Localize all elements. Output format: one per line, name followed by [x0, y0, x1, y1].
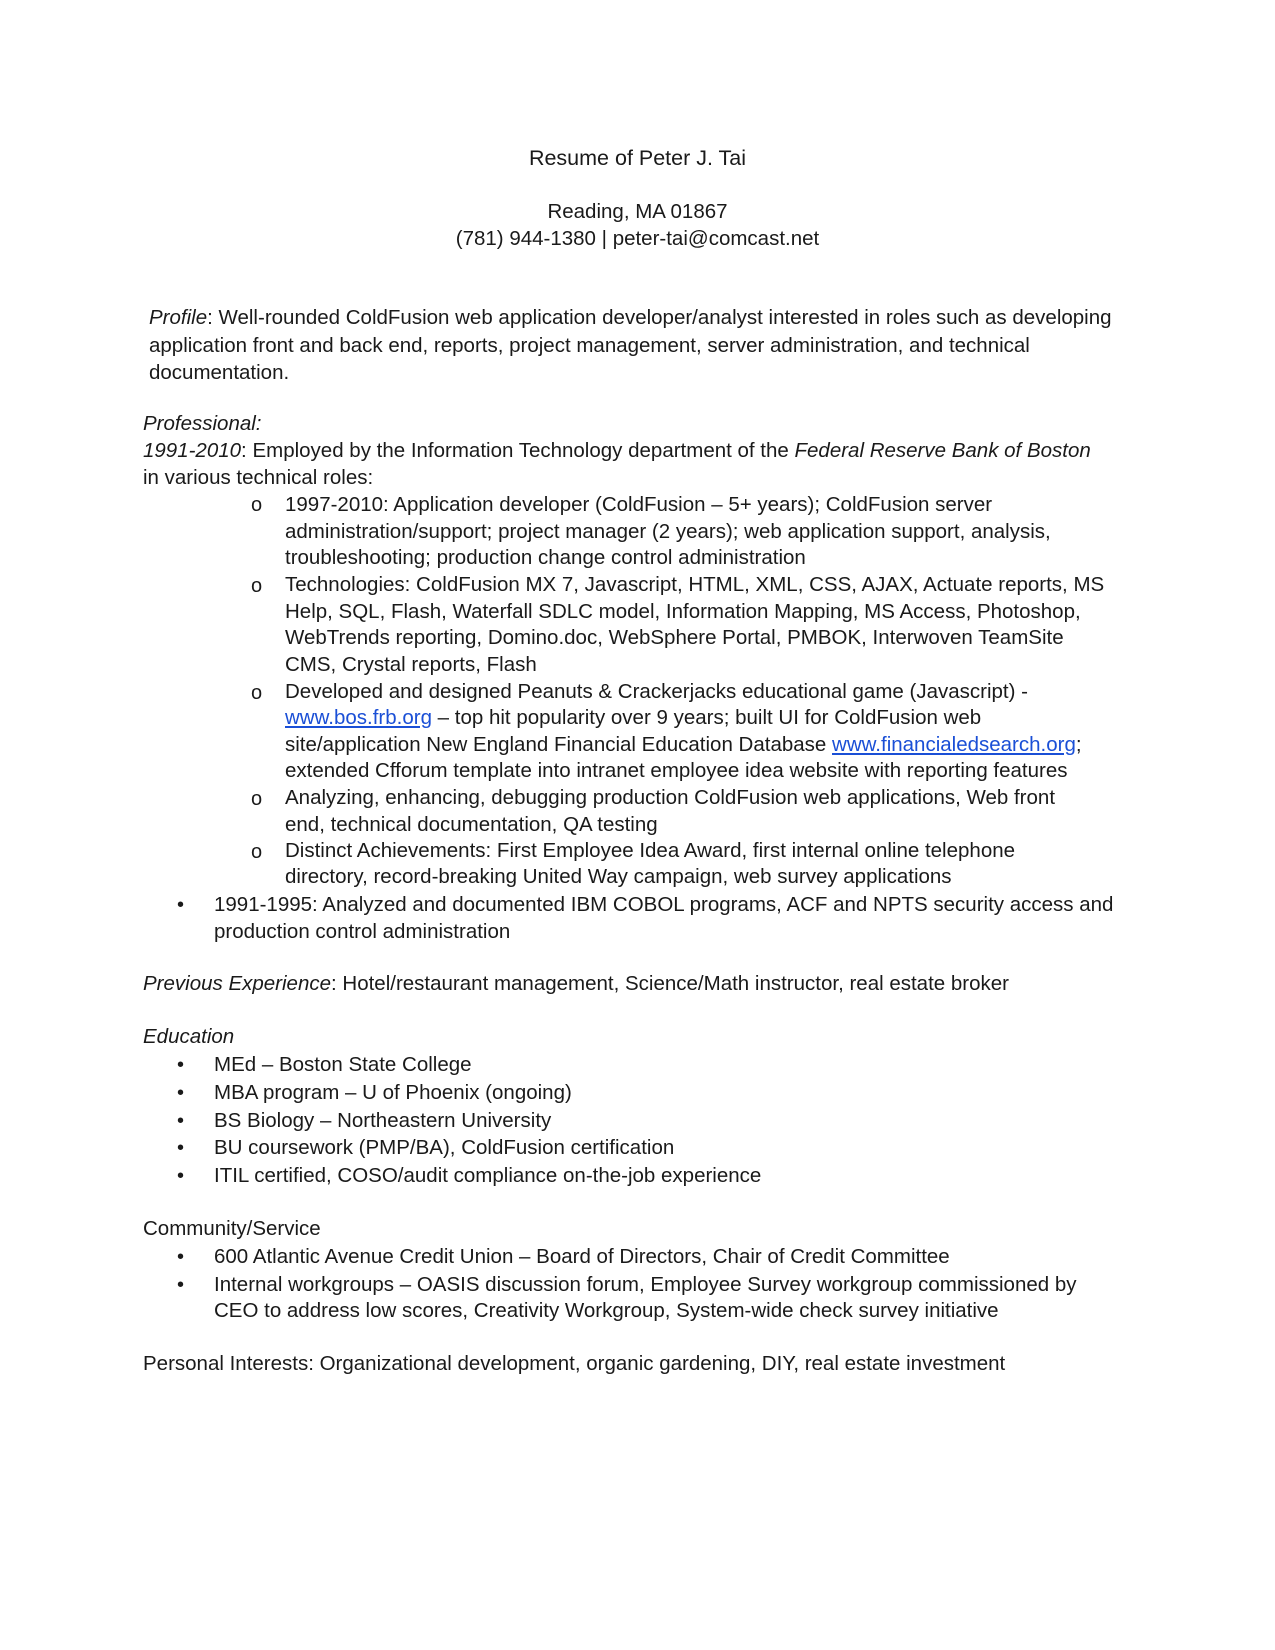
list-item: Internal workgroups – OASIS discussion forum, Employee Survey workgroup commissioned by [214, 1273, 1077, 1296]
bullet-icon: • [177, 1054, 185, 1076]
sub-bullet: o [251, 682, 263, 704]
profile-text: : Well-rounded ColdFusion web application developer/analyst interested in roles such as developing application front and back end, reports, project management, server administration, and technical documentation. [149, 306, 1112, 384]
list-item: Developed and designed Peanuts & Crackerjacks educational game (Javascript) - [285, 680, 1028, 703]
profile-paragraph [149, 304, 1129, 387]
list-item: directory, record-breaking United Way campaign, web survey applications [285, 865, 952, 888]
previous-experience: Previous Experience: Hotel/restaurant management, Science/Math instructor, real estate broker [143, 972, 1009, 995]
bullet-icon: • [177, 1274, 185, 1296]
bullet-icon: • [177, 1137, 185, 1159]
bullet-icon: • [177, 1165, 185, 1187]
phone: (781) 944-1380 [455, 227, 596, 250]
employer: Federal Reserve Bank of Boston [794, 439, 1091, 462]
education-heading: Education [143, 1025, 235, 1048]
contact-line [0, 226, 1275, 252]
list-item: Technologies: ColdFusion MX 7, Javascript, HTML, XML, CSS, AJAX, Actuate reports, MS [285, 573, 1105, 596]
sub-bullet: o [251, 788, 263, 810]
list-item: MBA program – U of Phoenix (ongoing) [214, 1081, 572, 1104]
financialedsearch-link[interactable]: www.financialedsearch.org [832, 733, 1076, 756]
list-item: end, technical documentation, QA testing [285, 813, 658, 836]
bullet-icon: • [177, 1246, 185, 1268]
address: Reading, MA 01867 [547, 200, 728, 223]
previous-label: Previous Experience [143, 972, 332, 995]
list-item: ITIL certified, COSO/audit compliance on-the-job experience [214, 1164, 762, 1187]
list-item: 600 Atlantic Avenue Credit Union – Board of Directors, Chair of Credit Committee [214, 1245, 950, 1268]
profile-label: Profile [149, 306, 208, 329]
list-item: 1997-2010: Application developer (ColdFusion – 5+ years); ColdFusion server [285, 493, 993, 516]
page-title: Resume of Peter J. Tai [528, 146, 747, 170]
professional-years: 1991-2010 [143, 439, 242, 462]
separator: | [601, 227, 607, 250]
list-item: troubleshooting; production change control administration [285, 546, 806, 569]
list-item: site/application New England Financial Education Database www.financialedsearch.org; [285, 733, 1082, 756]
list-item: Help, SQL, Flash, Waterfall SDLC model, Information Mapping, MS Access, Photoshop, [285, 600, 1081, 623]
list-item: production control administration [214, 920, 511, 943]
list-item: BU coursework (PMP/BA), ColdFusion certification [214, 1136, 675, 1159]
professional-intro: 1991-2010: Employed by the Information Technology department of the Federal Reserve Bank of Boston [143, 439, 1091, 462]
bullet-icon: • [177, 1082, 185, 1104]
sub-bullet: o [251, 575, 263, 597]
email: peter-tai@comcast.net [612, 227, 820, 250]
list-item: WebTrends reporting, Domino.doc, WebSphere Portal, PMBOK, Interwoven TeamSite [285, 626, 1064, 649]
professional-intro-end: in various technical roles: [143, 466, 374, 489]
list-item: 1991-1995: Analyzed and documented IBM COBOL programs, ACF and NPTS security access and [214, 893, 1114, 916]
list-item: www.bos.frb.org – top hit popularity over 9 years; built UI for ColdFusion web [285, 706, 982, 729]
professional-heading: Professional: [143, 412, 262, 435]
list-item: CMS, Crystal reports, Flash [285, 653, 537, 676]
list-item: Distinct Achievements: First Employee Idea Award, first internal online telephone [285, 839, 1016, 862]
list-item: administration/support; project manager (2 years); web application support, analysis, [285, 520, 1051, 543]
bos-frb-link[interactable]: www.bos.frb.org [285, 706, 432, 729]
list-item: extended Cfforum template into intranet employee idea website with reporting features [285, 759, 1068, 782]
list-item: BS Biology – Northeastern University [214, 1109, 552, 1132]
sub-bullet: o [251, 494, 263, 516]
list-item: MEd – Boston State College [214, 1053, 472, 1076]
personal-interests: Personal Interests: Organizational development, organic gardening, DIY, real estate investment [143, 1352, 1006, 1375]
bullet-icon: • [177, 1110, 185, 1132]
sub-bullet: o [251, 841, 263, 863]
bullet-icon: • [177, 894, 185, 916]
list-item: Analyzing, enhancing, debugging production ColdFusion web applications, Web front [285, 786, 1056, 809]
list-item: CEO to address low scores, Creativity Workgroup, System-wide check survey initiative [214, 1299, 999, 1322]
community-heading: Community/Service [143, 1217, 321, 1240]
